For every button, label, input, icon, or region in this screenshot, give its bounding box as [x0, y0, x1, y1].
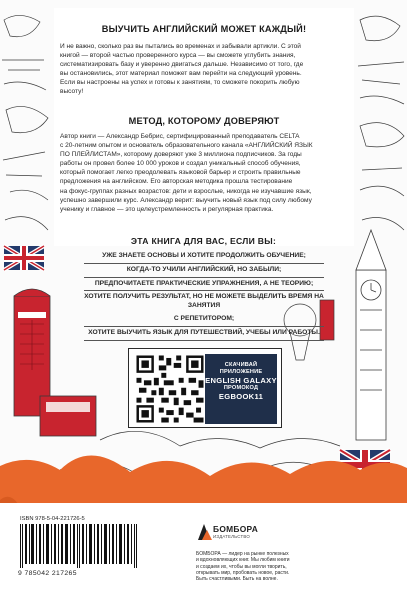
- text-line: и создаем их, чтобы вы могли творить,: [196, 563, 287, 570]
- text-line: вы остановились, этот материал поможет вам перейти на следующий уровень.: [60, 70, 302, 78]
- text-line: открывать мир, пробовать новое, расти.: [196, 569, 290, 576]
- text-line: работы он провел более 10 000 уроков и создал уникальный способ обучения,: [60, 160, 301, 168]
- qr-code-icon[interactable]: [134, 353, 206, 425]
- list-item: С РЕПЕТИТОРОМ;: [84, 313, 324, 327]
- text-line: книгой — второй частью проверенного курса — вы сможете углубить знания,: [60, 52, 296, 60]
- text-line: и вдохновляющих книг. Мы любим книги: [196, 557, 290, 564]
- promo-app-name: ENGLISH GALAXY: [205, 376, 277, 385]
- isbn-barcode: [8, 508, 150, 582]
- text-line: И не важно, сколько раз вы пытались во временах и забывали артикли. С этой: [60, 43, 301, 50]
- barcode-digits: 9 785042 217265: [18, 570, 77, 577]
- audience-list: [84, 250, 324, 341]
- text-panel: [54, 8, 354, 246]
- isbn-label: ISBN 978-5-04-221726-5: [20, 516, 85, 522]
- publisher-about: [196, 551, 396, 582]
- app-promo-block: [205, 354, 277, 424]
- list-item: УЖЕ ЗНАЕТЕ ОСНОВЫ И ХОТИТЕ ПРОДОЛЖИТЬ ОБУЧЕНИЕ;: [84, 250, 324, 264]
- text-line: БОМБОРА — лидер на рынке полезных: [196, 551, 289, 557]
- text-line: ученику и главное — это целеустремленность и регулярная практика.: [60, 205, 274, 213]
- promo-app-text: ПРИЛОЖЕНИЕ: [219, 369, 263, 375]
- text-line: на фокус-группах разных возрастов: дети и взрослые, никогда не изучавшие язык,: [60, 187, 312, 195]
- section-paragraph-everyone: [60, 42, 350, 97]
- list-item: ПРЕДПОЧИТАЕТЕ ПРАКТИЧЕСКИЕ УПРАЖНЕНИЯ, А НЕ ТЕОРИЮ;: [84, 278, 324, 292]
- text-line: систематизировать базу и уверенно двигаться дальше. Независимо от того, где: [60, 61, 304, 69]
- text-line: ПО ПЛЕЙЛИСТАМ», которому доверяют уже 3 миллиона подписчиков. За годы: [60, 151, 302, 159]
- text-line: с 20-летним опытом и основатель образовательного канала «АНГЛИЙСКИЙ ЯЗЫК: [60, 142, 313, 150]
- barcode-icon: [18, 524, 144, 568]
- list-item: КОГДА-ТО УЧИЛИ АНГЛИЙСКИЙ, НО ЗАБЫЛИ;: [84, 264, 324, 278]
- section-title-method: МЕТОД, КОТОРОМУ ДОВЕРЯЮТ: [128, 116, 280, 126]
- publisher-subtitle: ИЗДАТЕЛЬСТВО: [213, 534, 250, 539]
- publisher-name: БОМБОРА: [213, 524, 259, 534]
- text-line: Быть счастливыми. Быть на волне.: [196, 576, 278, 583]
- text-line: успешно завершили курс. Александр верит: выучить новый язык под силу любому: [60, 196, 312, 204]
- section-paragraph-method: [60, 132, 350, 214]
- text-line: высоту!: [60, 88, 84, 96]
- audience-list-title: ЭТА КНИГА ДЛЯ ВАС, ЕСЛИ ВЫ:: [130, 236, 277, 246]
- text-line: Если вы настроены на успех и готовы к занятиям, то сможете покорить любую: [60, 79, 300, 87]
- promo-code-label: ПРОМОКОД: [223, 385, 259, 391]
- text-line: предложения на английском. Его авторская методика прошла тестирование: [60, 178, 293, 186]
- list-item: ХОТИТЕ ПОЛУЧИТЬ РЕЗУЛЬТАТ, НО НЕ МОЖЕТЕ ВЫДЕЛИТЬ ВРЕМЯ НА ЗАНЯТИЯ: [84, 293, 324, 310]
- text-line: Автор книги — Александр Бебрис, сертифицированный преподаватель CELTA: [60, 133, 300, 140]
- list-item: ХОТИТЕ ВЫУЧИТЬ ЯЗЫК ДЛЯ ПУТЕШЕСТВИЙ, УЧЕБЫ ИЛИ РАБОТЫ.: [84, 327, 324, 341]
- text-line: который помогает легко преодолевать языковой барьер и строить правильные: [60, 169, 301, 177]
- promo-download-text: СКАЧИВАЙ: [224, 362, 258, 368]
- section-title-everyone: ВЫУЧИТЬ АНГЛИЙСКИЙ МОЖЕТ КАЖДЫЙ!: [101, 24, 307, 34]
- promo-code: EGBOOK11: [218, 392, 264, 401]
